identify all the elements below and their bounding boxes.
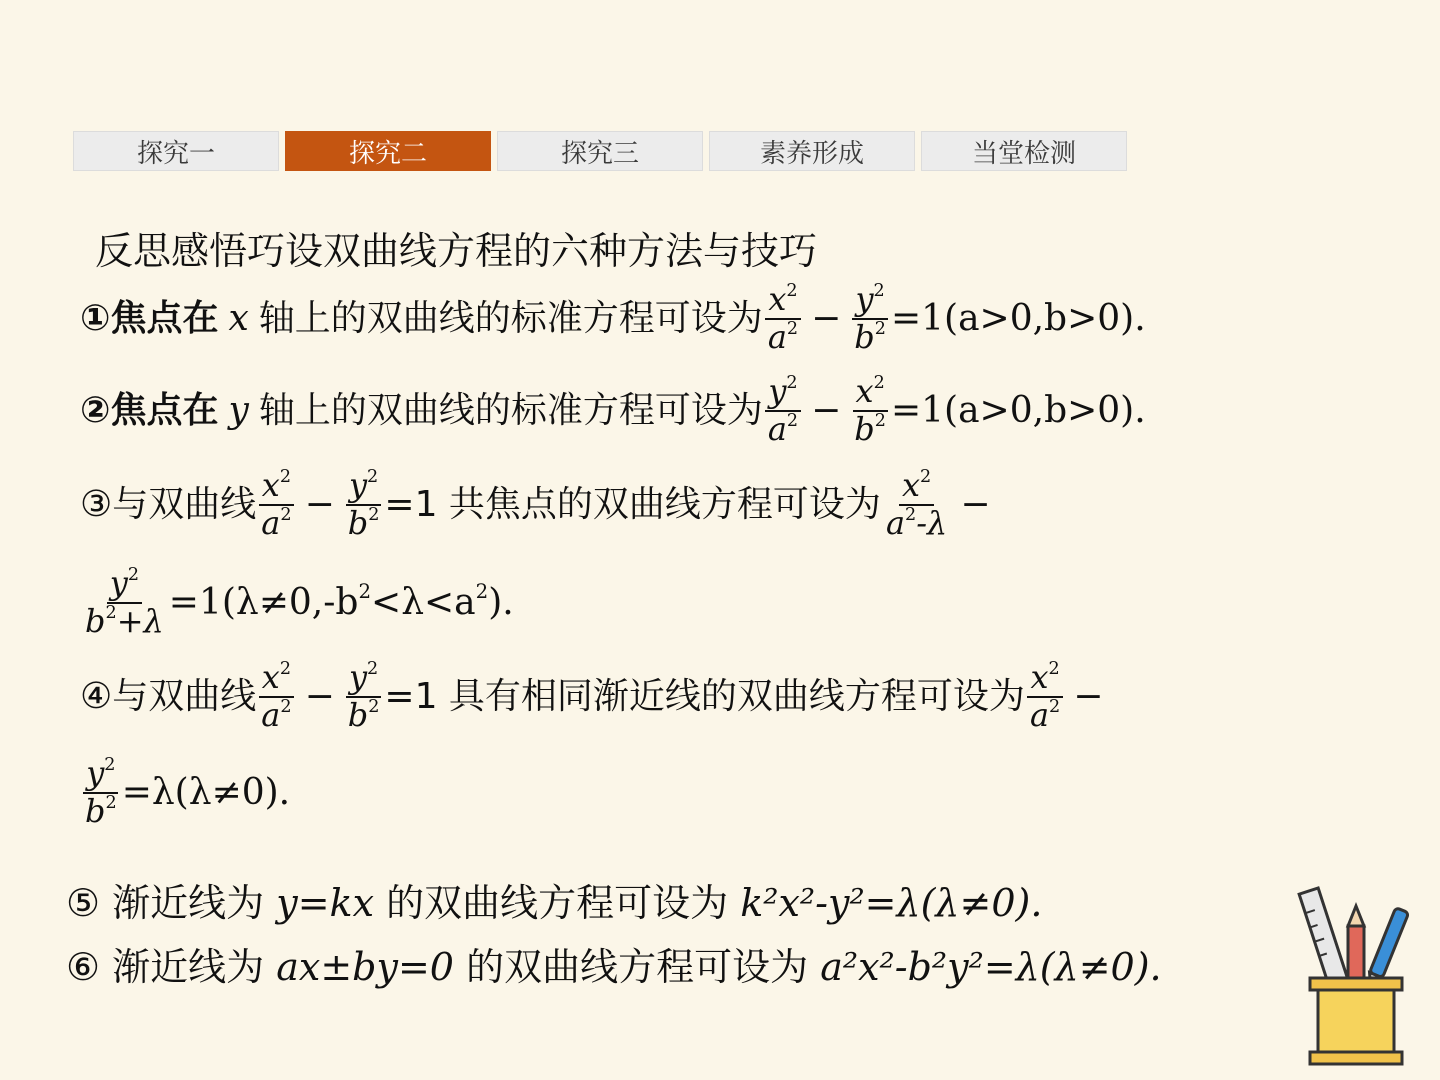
fraction: $\frac{x^2}{a^2}$: [258, 660, 294, 734]
fraction: $\frac{x^2}{a^2}$: [258, 468, 294, 542]
fraction: $\frac{y^2}{b^2+\lambda}$: [85, 564, 164, 640]
fraction: $\frac{y^2}{a^2}$: [765, 374, 801, 448]
method-3: ③与双曲线 $\frac{x^2}{a^2}$ − $\frac{y^2}{b^2}$ =1 共焦点的双曲线方程可设为 $\frac{x^2}{a^2-\lambda}$ −: [80, 466, 991, 542]
fraction: $\frac{y^2}{b^2}$: [854, 280, 886, 356]
method-2-var: y: [228, 389, 249, 431]
tab-explore-2[interactable]: 探究二: [285, 131, 491, 171]
method-4-prefix: ④与双曲线: [80, 675, 257, 717]
method-6: ⑥ 渐近线为 ax±by=0 的双曲线方程可设为 a²x²-b²y²=λ(λ≠0).: [66, 945, 1162, 989]
method-1-var: x: [228, 297, 249, 339]
tab-explore-3[interactable]: 探究三: [497, 131, 703, 171]
tab-classroom-test[interactable]: 当堂检测: [921, 131, 1127, 171]
method-6-formula: a²x²-b²y²=λ(λ≠0).: [820, 945, 1162, 989]
method-4: ④与双曲线 $\frac{x^2}{a^2}$ − $\frac{y^2}{b^2}$ =1 具有相同渐近线的双曲线方程可设为 $\frac{x^2}{a^2}$ −: [80, 658, 1104, 734]
tab-literacy[interactable]: 素养形成: [709, 131, 915, 171]
method-2-prefix: ②焦点在: [80, 389, 219, 431]
method-1-prefix: ①焦点在: [80, 297, 219, 339]
section-tabs: [73, 131, 1133, 173]
method-2: ②焦点在 y 轴上的双曲线的标准方程可设为 $\frac{y^2}{a^2}$ − $\frac{x^2}{b^2}$ =1(a>0,b>0).: [80, 372, 1146, 448]
method-5-asymptote: y=kx: [276, 881, 375, 925]
method-2-text: 轴上的双曲线的标准方程可设为: [258, 389, 763, 431]
method-4-tail: =λ(λ≠0).: [121, 771, 291, 813]
method-4-continued: [80, 756, 290, 830]
pen-holder-icon: [1296, 878, 1416, 1068]
method-1: ①焦点在 x 轴上的双曲线的标准方程可设为 $\frac{x^2}{a^2}$ − $\frac{y^2}{b^2}$ =1(a>0,b>0).: [80, 280, 1146, 356]
fraction: $\frac{x^2}{a^2}$: [765, 282, 801, 356]
method-1-tail: =1(a>0,b>0).: [890, 297, 1146, 339]
method-3-tail: $=1(\lambda\ne 0,-b^2<\lambda<a^2)$.: [168, 580, 514, 623]
method-5-formula: k²x²-y²=λ(λ≠0).: [740, 881, 1043, 925]
method-5: ⑤ 渐近线为 y=kx 的双曲线方程可设为 k²x²-y²=λ(λ≠0).: [66, 881, 1043, 925]
method-2-tail: =1(a>0,b>0).: [890, 389, 1146, 431]
fraction: $\frac{y^2}{b^2}$: [347, 466, 380, 542]
method-6-asymptote: ax±by=0: [276, 945, 454, 989]
fraction: $\frac{x^2}{a^2-\lambda}$: [885, 466, 948, 542]
fraction: $\frac{y^2}{b^2}$: [85, 754, 117, 830]
method-1-text: 轴上的双曲线的标准方程可设为: [258, 297, 763, 339]
fraction: $\frac{x^2}{a^2}$: [1027, 660, 1063, 734]
method-3-continued: [80, 566, 514, 640]
method-3-prefix: ③与双曲线: [80, 483, 257, 525]
method-3-mid: =1 共焦点的双曲线方程可设为: [384, 483, 881, 525]
tab-explore-1[interactable]: 探究一: [73, 131, 279, 171]
page-title: 反思感悟巧设双曲线方程的六种方法与技巧: [95, 229, 818, 273]
method-4-mid: =1 具有相同渐近线的双曲线方程可设为: [384, 675, 1025, 717]
fraction: $\frac{x^2}{b^2}$: [854, 372, 886, 448]
fraction: $\frac{y^2}{b^2}$: [347, 658, 380, 734]
